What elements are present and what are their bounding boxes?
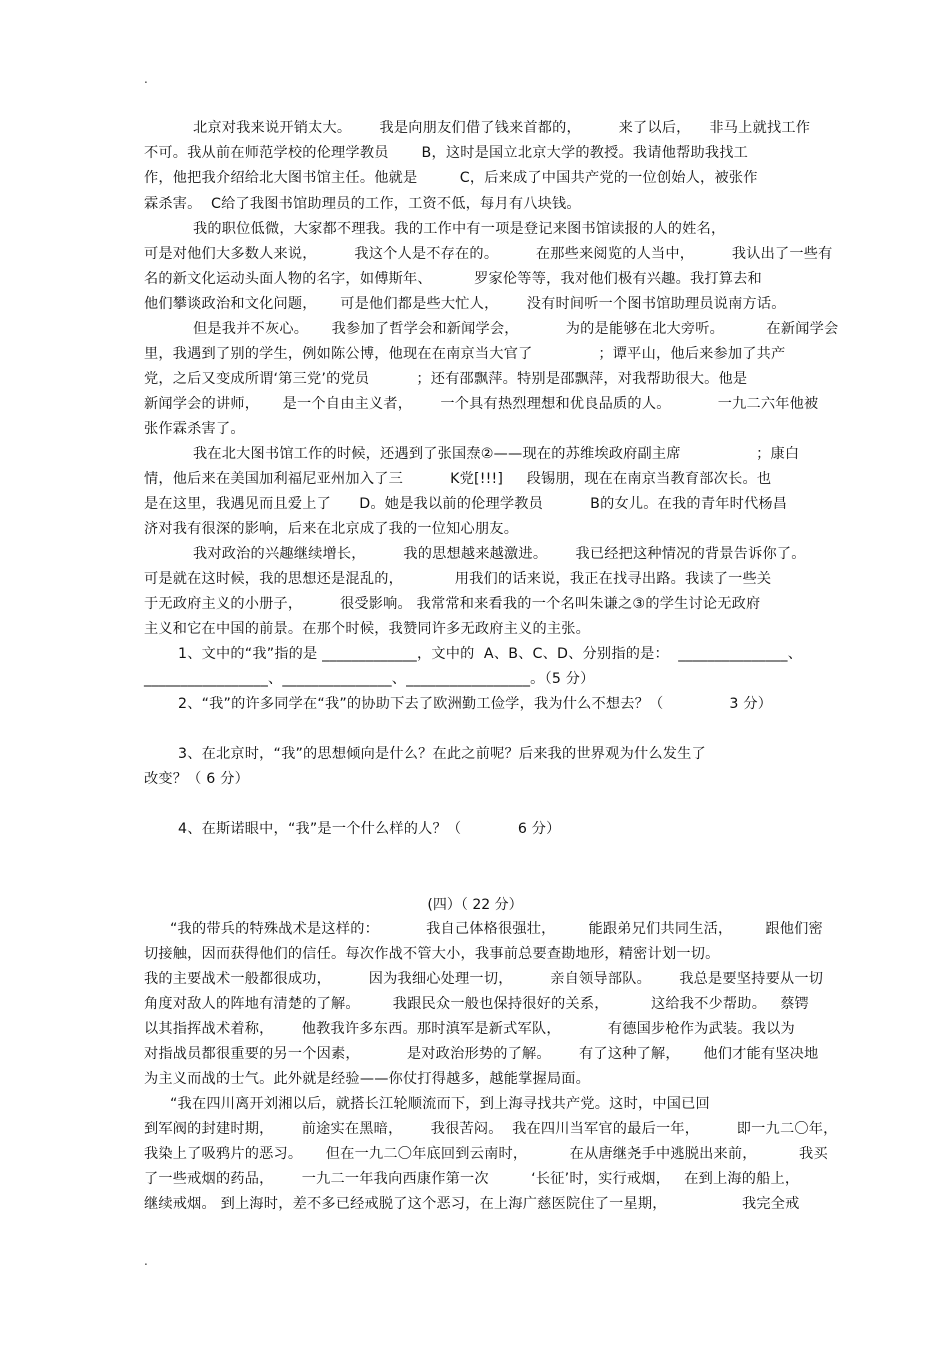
paragraph-line: 了一些戒烟的药品， 一九二一年我向西康作第一次 ‘长征’时，实行戒烟， 在到上海的船上， (144, 1171, 800, 1187)
question-4: 4、在斯诺眼中，“我”是一个什么样的人？（ 6 分） (178, 821, 561, 837)
paragraph-line: 但是我并不灰心。 我参加了哲学会和新闻学会， 为的是能够在北大旁听。 在新闻学会 (193, 321, 839, 337)
paragraph-line: 情，他后来在美国加利福尼亚州加入了三 K党[!!!] 段锡朋，现在在南京当教育部次长。也 (144, 471, 772, 487)
paragraph-line: 他们攀谈政治和文化问题， 可是他们都是些大忙人， 没有时间听一个图书馆助理员说南方话。 (144, 296, 786, 312)
paragraph-line: 于无政府主义的小册子， 很受影响。 我常常和来看我的一个名叫朱谦之③的学生讨论无政府 (144, 596, 761, 612)
paragraph-line: 我的主要战术一般都很成功， 因为我细心处理一切， 亲自领导部队。 我总是要坚持要从一切 (144, 971, 824, 987)
paragraph-line: 我对政治的兴趣继续增长， 我的思想越来越激进。 我已经把这种情况的背景告诉你了。 (193, 546, 806, 562)
paragraph-line: 党，之后又变成所谓‘第三党’的党员 ；还有邵飘萍。特别是邵飘萍，对我帮助很大。他是 (144, 371, 748, 387)
paragraph-line: 我的职位低微，大家都不理我。我的工作中有一项是登记来图书馆读报的人的姓名， (193, 221, 726, 237)
question-2: 2、“我”的许多同学在“我”的协助下去了欧洲勤工俭学，我为什么不想去？（ 3 分） (178, 696, 773, 712)
paragraph-line: 名的新文化运动头面人物的名字，如傅斯年、 罗家伦等等，我对他们极有兴趣。我打算去和 (144, 271, 762, 287)
paragraph-line: 里，我遇到了别的学生，例如陈公博，他现在在南京当大官了 ；谭平山，他后来参加了共产 (144, 346, 786, 362)
paragraph-line: 主义和它在中国的前景。在那个时候，我赞同许多无政府主义的主张。 (144, 621, 591, 637)
section-4-heading: (四）（ 22 分） (427, 897, 523, 913)
paragraph-line: 切接触，因而获得他们的信任。每次作战不管大小，我事前总要查勘地形，精密计划一切。 (144, 946, 720, 962)
question-3: 3、在北京时，“我”的思想倾向是什么？在此之前呢？后来我的世界观为什么发生了 (178, 746, 706, 762)
paragraph-line: 霖杀害。 C给了我图书馆助理员的工作，工资不低，每月有八块钱。 (144, 196, 581, 212)
paragraph-line: 济对我有很深的影响，后来在北京成了我的一位知心朋友。 (144, 521, 519, 537)
paragraph-line: 我在北大图书馆工作的时候，还遇到了张国焘②——现在的苏维埃政府副主席 ；康白 (193, 446, 800, 462)
paragraph-line: 北京对我来说开销太大。 我是向朋友们借了钱来首都的， 来了以后， 非马上就找工作 (193, 120, 811, 136)
paragraph-line: 角度对敌人的阵地有清楚的了解。 我跟民众一般也保持很好的关系， 这给我不少帮助。 蔡锷 (144, 996, 809, 1012)
question-1-continued: _________________、_______________、_________________。（5 分） (144, 671, 595, 687)
paragraph-line: 对指战员都很重要的另一个因素， 是对政治形势的了解。 有了这种了解， 他们才能有坚决地 (144, 1046, 819, 1062)
paragraph-line: 为主义而战的士气。此外就是经验——你仗打得越多，越能掌握局面。 (144, 1071, 591, 1087)
paragraph-line: 不可。我从前在师范学校的伦理学教员 B，这时是国立北京大学的教授。我请他帮助我找工 (144, 145, 749, 161)
paragraph-line: 以其指挥战术着称， 他教我许多东西。那时滇军是新式军队， 有德国步枪作为武装。我以为 (144, 1021, 795, 1037)
paragraph-line: 是在这里，我遇见而且爱上了 D。她是我以前的伦理学教员 B的女儿。在我的青年时代杨昌 (144, 496, 788, 512)
paragraph-line: 可是就在这时候，我的思想还是混乱的， 用我们的话来说，我正在找寻出路。我读了一些关 (144, 571, 772, 587)
paragraph-line: 到军阀的封建时期， 前途实在黑暗， 我很苦闷。 我在四川当军官的最后一年， 即一九二〇年， (144, 1121, 838, 1137)
paragraph-line: 继续戒烟。 到上海时，差不多已经戒脱了这个恶习，在上海广慈医院住了一星期， 我完全戒 (144, 1196, 800, 1212)
paragraph-line: 可是对他们大多数人来说， 我这个人是不存在的。 在那些来阅览的人当中， 我认出了一些有 (144, 246, 833, 262)
paragraph-line: 我染上了吸鸦片的恶习。 但在一九二〇年底回到云南时， 在从唐继尧手中逃脱出来前， 我买 (144, 1146, 828, 1162)
paragraph-line: “我在四川离开刘湘以后，就搭长江轮顺流而下，到上海寻找共产党。这时，中国已回 (170, 1096, 710, 1112)
paragraph-line: 作，他把我介绍给北大图书馆主任。他就是 C，后来成了中国共产党的一位创始人，被张作 (144, 170, 758, 186)
paragraph-line: 张作霖杀害了。 (144, 421, 245, 437)
top-marker: . (144, 72, 148, 86)
paragraph-line: 新闻学会的讲师， 是一个自由主义者， 一个具有热烈理想和优良品质的人。 一九二六年他被 (144, 396, 819, 412)
paragraph-line: “我的带兵的特殊战术是这样的： 我自己体格很强壮， 能跟弟兄们共同生活， 跟他们密 (170, 921, 823, 937)
question-3-continued: 改变？（ 6 分） (144, 771, 249, 787)
question-1: 1、文中的“我”指的是 _____________，文中的 A、B、C、D、分别指的是： _______________、 (178, 646, 803, 662)
bottom-marker: . (144, 1254, 148, 1268)
